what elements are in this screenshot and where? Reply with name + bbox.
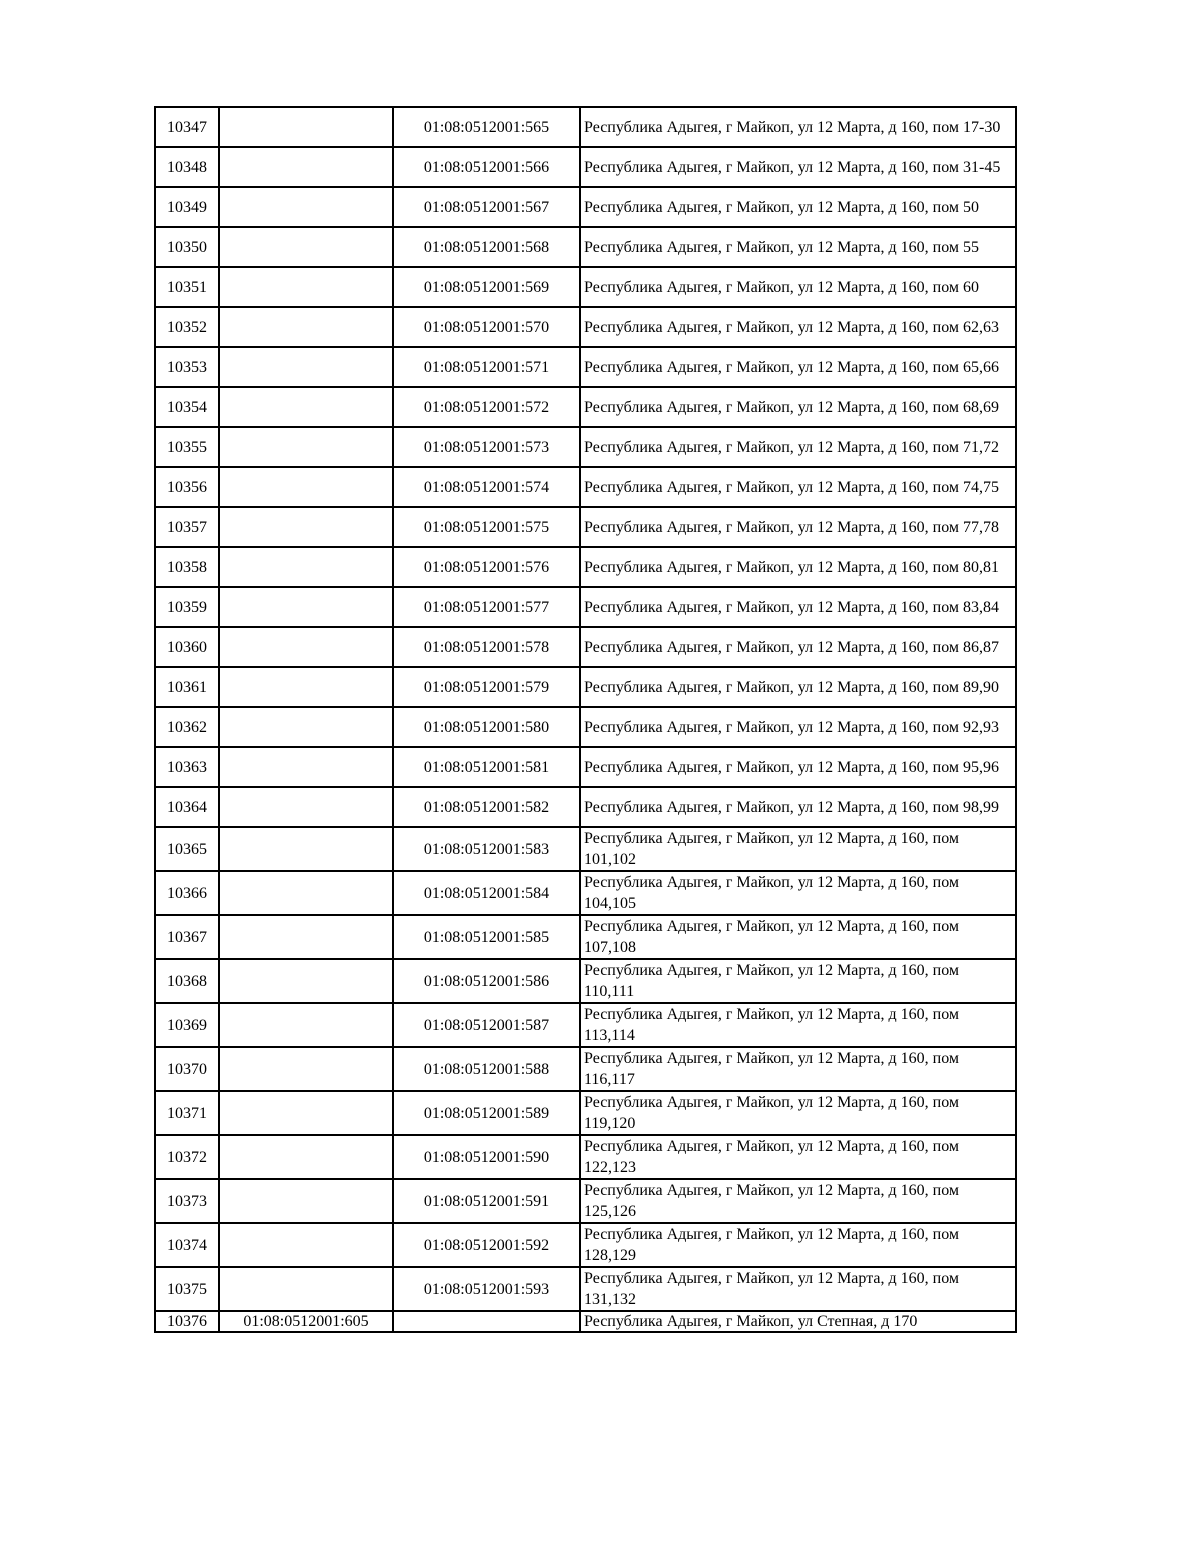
- row-number-cell: 10357: [155, 507, 219, 547]
- registry-table-body: [155, 107, 1016, 1332]
- address-cell: Республика Адыгея, г Майкоп, ул 12 Марта, д 160, пом 86,87: [580, 627, 1016, 667]
- address-cell: Республика Адыгея, г Майкоп, ул 12 Марта, д 160, пом 131,132: [580, 1267, 1016, 1311]
- address-cell: Республика Адыгея, г Майкоп, ул 12 Марта, д 160, пом 125,126: [580, 1179, 1016, 1223]
- cadastral-number-cell: 01:08:0512001:584: [393, 871, 580, 915]
- address-cell: Республика Адыгея, г Майкоп, ул 12 Марта, д 160, пом 92,93: [580, 707, 1016, 747]
- table-row: [155, 1223, 1016, 1267]
- row-number-cell: 10372: [155, 1135, 219, 1179]
- row-number-cell: 10348: [155, 147, 219, 187]
- cadastral-number-cell: 01:08:0512001:568: [393, 227, 580, 267]
- row-number-cell: 10349: [155, 187, 219, 227]
- cadastral-number-cell: 01:08:0512001:565: [393, 107, 580, 147]
- land-cadastral-cell: [219, 467, 393, 507]
- land-cadastral-cell: [219, 871, 393, 915]
- cadastral-number-cell: [393, 1311, 580, 1332]
- cadastral-number-cell: 01:08:0512001:575: [393, 507, 580, 547]
- row-number-cell: 10367: [155, 915, 219, 959]
- address-cell: Республика Адыгея, г Майкоп, ул 12 Марта, д 160, пом 104,105: [580, 871, 1016, 915]
- row-number-cell: 10353: [155, 347, 219, 387]
- address-cell: Республика Адыгея, г Майкоп, ул 12 Марта, д 160, пом 55: [580, 227, 1016, 267]
- table-row: [155, 307, 1016, 347]
- cadastral-number-cell: 01:08:0512001:593: [393, 1267, 580, 1311]
- land-cadastral-cell: [219, 1179, 393, 1223]
- address-cell: Республика Адыгея, г Майкоп, ул 12 Марта, д 160, пом 74,75: [580, 467, 1016, 507]
- land-cadastral-cell: [219, 427, 393, 467]
- land-cadastral-cell: [219, 587, 393, 627]
- land-cadastral-cell: [219, 627, 393, 667]
- address-cell: Республика Адыгея, г Майкоп, ул 12 Марта, д 160, пом 71,72: [580, 427, 1016, 467]
- land-cadastral-cell: [219, 107, 393, 147]
- cadastral-number-cell: 01:08:0512001:573: [393, 427, 580, 467]
- table-row: [155, 467, 1016, 507]
- row-number-cell: 10358: [155, 547, 219, 587]
- land-cadastral-cell: [219, 915, 393, 959]
- table-row: [155, 427, 1016, 467]
- cadastral-number-cell: 01:08:0512001:572: [393, 387, 580, 427]
- row-number-cell: 10370: [155, 1047, 219, 1091]
- row-number-cell: 10373: [155, 1179, 219, 1223]
- table-row: [155, 1179, 1016, 1223]
- address-cell: Республика Адыгея, г Майкоп, ул 12 Марта, д 160, пом 50: [580, 187, 1016, 227]
- table-row: [155, 187, 1016, 227]
- address-cell: Республика Адыгея, г Майкоп, ул 12 Марта, д 160, пом 89,90: [580, 667, 1016, 707]
- cadastral-number-cell: 01:08:0512001:576: [393, 547, 580, 587]
- address-cell: Республика Адыгея, г Майкоп, ул 12 Марта, д 160, пом 113,114: [580, 1003, 1016, 1047]
- address-cell: Республика Адыгея, г Майкоп, ул 12 Марта, д 160, пом 98,99: [580, 787, 1016, 827]
- land-cadastral-cell: [219, 1047, 393, 1091]
- table-row: [155, 347, 1016, 387]
- address-cell: Республика Адыгея, г Майкоп, ул 12 Марта, д 160, пом 119,120: [580, 1091, 1016, 1135]
- row-number-cell: 10364: [155, 787, 219, 827]
- row-number-cell: 10369: [155, 1003, 219, 1047]
- table-row: [155, 1311, 1016, 1332]
- row-number-cell: 10362: [155, 707, 219, 747]
- cadastral-number-cell: 01:08:0512001:571: [393, 347, 580, 387]
- table-row: [155, 667, 1016, 707]
- cadastral-number-cell: 01:08:0512001:590: [393, 1135, 580, 1179]
- table-row: [155, 747, 1016, 787]
- property-registry-table: [154, 106, 1017, 1333]
- table-row: [155, 387, 1016, 427]
- cadastral-number-cell: 01:08:0512001:574: [393, 467, 580, 507]
- address-cell: Республика Адыгея, г Майкоп, ул 12 Марта, д 160, пом 60: [580, 267, 1016, 307]
- row-number-cell: 10375: [155, 1267, 219, 1311]
- row-number-cell: 10366: [155, 871, 219, 915]
- land-cadastral-cell: [219, 1223, 393, 1267]
- row-number-cell: 10365: [155, 827, 219, 871]
- land-cadastral-cell: [219, 707, 393, 747]
- address-cell: Республика Адыгея, г Майкоп, ул 12 Марта, д 160, пом 31-45: [580, 147, 1016, 187]
- table-row: [155, 107, 1016, 147]
- table-row: [155, 267, 1016, 307]
- row-number-cell: 10363: [155, 747, 219, 787]
- table-row: [155, 1267, 1016, 1311]
- address-cell: Республика Адыгея, г Майкоп, ул 12 Марта, д 160, пом 95,96: [580, 747, 1016, 787]
- cadastral-number-cell: 01:08:0512001:579: [393, 667, 580, 707]
- land-cadastral-cell: [219, 787, 393, 827]
- land-cadastral-cell: [219, 307, 393, 347]
- cadastral-number-cell: 01:08:0512001:583: [393, 827, 580, 871]
- cadastral-number-cell: 01:08:0512001:569: [393, 267, 580, 307]
- address-cell: Республика Адыгея, г Майкоп, ул 12 Марта, д 160, пом 17-30: [580, 107, 1016, 147]
- row-number-cell: 10376: [155, 1311, 219, 1332]
- land-cadastral-cell: 01:08:0512001:605: [219, 1311, 393, 1332]
- address-cell: Республика Адыгея, г Майкоп, ул 12 Марта, д 160, пом 110,111: [580, 959, 1016, 1003]
- row-number-cell: 10355: [155, 427, 219, 467]
- land-cadastral-cell: [219, 347, 393, 387]
- row-number-cell: 10351: [155, 267, 219, 307]
- address-cell: Республика Адыгея, г Майкоп, ул 12 Марта, д 160, пом 83,84: [580, 587, 1016, 627]
- table-row: [155, 1047, 1016, 1091]
- row-number-cell: 10361: [155, 667, 219, 707]
- land-cadastral-cell: [219, 1267, 393, 1311]
- row-number-cell: 10350: [155, 227, 219, 267]
- table-row: [155, 1003, 1016, 1047]
- cadastral-number-cell: 01:08:0512001:582: [393, 787, 580, 827]
- table-row: [155, 1091, 1016, 1135]
- land-cadastral-cell: [219, 547, 393, 587]
- address-cell: Республика Адыгея, г Майкоп, ул 12 Марта, д 160, пом 107,108: [580, 915, 1016, 959]
- cadastral-number-cell: 01:08:0512001:585: [393, 915, 580, 959]
- cadastral-number-cell: 01:08:0512001:592: [393, 1223, 580, 1267]
- row-number-cell: 10356: [155, 467, 219, 507]
- table-row: [155, 959, 1016, 1003]
- table-row: [155, 147, 1016, 187]
- land-cadastral-cell: [219, 267, 393, 307]
- row-number-cell: 10368: [155, 959, 219, 1003]
- cadastral-number-cell: 01:08:0512001:567: [393, 187, 580, 227]
- address-cell: Республика Адыгея, г Майкоп, ул 12 Марта, д 160, пом 128,129: [580, 1223, 1016, 1267]
- row-number-cell: 10359: [155, 587, 219, 627]
- land-cadastral-cell: [219, 187, 393, 227]
- row-number-cell: 10374: [155, 1223, 219, 1267]
- address-cell: Республика Адыгея, г Майкоп, ул 12 Марта, д 160, пом 62,63: [580, 307, 1016, 347]
- table-row: [155, 915, 1016, 959]
- address-cell: Республика Адыгея, г Майкоп, ул 12 Марта, д 160, пом 116,117: [580, 1047, 1016, 1091]
- cadastral-number-cell: 01:08:0512001:566: [393, 147, 580, 187]
- cadastral-number-cell: 01:08:0512001:586: [393, 959, 580, 1003]
- table-row: [155, 1135, 1016, 1179]
- cadastral-number-cell: 01:08:0512001:570: [393, 307, 580, 347]
- table-row: [155, 787, 1016, 827]
- address-cell: Республика Адыгея, г Майкоп, ул 12 Марта, д 160, пом 68,69: [580, 387, 1016, 427]
- table-row: [155, 871, 1016, 915]
- cadastral-number-cell: 01:08:0512001:589: [393, 1091, 580, 1135]
- land-cadastral-cell: [219, 387, 393, 427]
- cadastral-number-cell: 01:08:0512001:577: [393, 587, 580, 627]
- address-cell: Республика Адыгея, г Майкоп, ул 12 Марта, д 160, пом 101,102: [580, 827, 1016, 871]
- cadastral-number-cell: 01:08:0512001:591: [393, 1179, 580, 1223]
- land-cadastral-cell: [219, 507, 393, 547]
- cadastral-number-cell: 01:08:0512001:587: [393, 1003, 580, 1047]
- row-number-cell: 10354: [155, 387, 219, 427]
- land-cadastral-cell: [219, 827, 393, 871]
- row-number-cell: 10347: [155, 107, 219, 147]
- cadastral-number-cell: 01:08:0512001:581: [393, 747, 580, 787]
- land-cadastral-cell: [219, 1135, 393, 1179]
- land-cadastral-cell: [219, 747, 393, 787]
- land-cadastral-cell: [219, 1003, 393, 1047]
- table-row: [155, 827, 1016, 871]
- land-cadastral-cell: [219, 1091, 393, 1135]
- address-cell: Республика Адыгея, г Майкоп, ул 12 Марта, д 160, пом 65,66: [580, 347, 1016, 387]
- table-row: [155, 587, 1016, 627]
- address-cell: Республика Адыгея, г Майкоп, ул 12 Марта, д 160, пом 77,78: [580, 507, 1016, 547]
- address-cell: Республика Адыгея, г Майкоп, ул 12 Марта, д 160, пом 122,123: [580, 1135, 1016, 1179]
- table-row: [155, 547, 1016, 587]
- table-row: [155, 707, 1016, 747]
- row-number-cell: 10360: [155, 627, 219, 667]
- cadastral-number-cell: 01:08:0512001:578: [393, 627, 580, 667]
- cadastral-number-cell: 01:08:0512001:588: [393, 1047, 580, 1091]
- row-number-cell: 10371: [155, 1091, 219, 1135]
- row-number-cell: 10352: [155, 307, 219, 347]
- address-cell: Республика Адыгея, г Майкоп, ул Степная, д 170: [580, 1311, 1016, 1332]
- table-row: [155, 227, 1016, 267]
- table-row: [155, 507, 1016, 547]
- land-cadastral-cell: [219, 147, 393, 187]
- land-cadastral-cell: [219, 667, 393, 707]
- land-cadastral-cell: [219, 959, 393, 1003]
- address-cell: Республика Адыгея, г Майкоп, ул 12 Марта, д 160, пом 80,81: [580, 547, 1016, 587]
- land-cadastral-cell: [219, 227, 393, 267]
- cadastral-number-cell: 01:08:0512001:580: [393, 707, 580, 747]
- table-row: [155, 627, 1016, 667]
